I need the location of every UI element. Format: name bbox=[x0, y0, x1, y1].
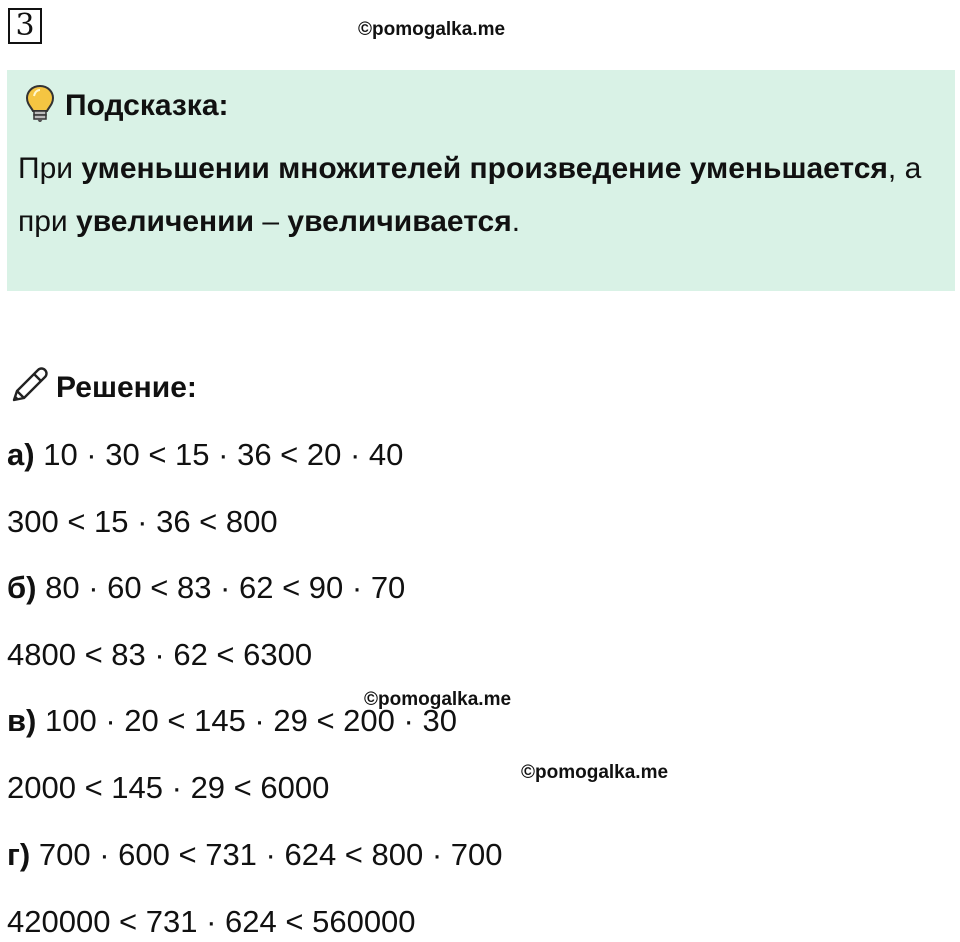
solution-line bbox=[7, 437, 403, 473]
watermark: ©pomogalka.me bbox=[364, 689, 512, 710]
hint-segment: . bbox=[511, 205, 521, 238]
expression: 420000 < 731 · 624 < 560000 bbox=[7, 904, 416, 939]
item-label: б) bbox=[7, 570, 37, 605]
lightbulb-icon bbox=[25, 84, 55, 127]
expression: 10 · 30 < 15 · 36 < 20 · 40 bbox=[43, 437, 404, 472]
expression: 2000 < 145 · 29 < 6000 bbox=[7, 770, 330, 805]
item-label: г) bbox=[7, 837, 31, 872]
expression: 700 · 600 < 731 · 624 < 800 · 700 bbox=[38, 837, 503, 872]
hint-segment: увеличивается bbox=[287, 205, 512, 238]
hint-segment: уменьшении множителей произведение уменьшается bbox=[81, 152, 888, 185]
hint-text bbox=[18, 142, 938, 248]
watermark: ©pomogalka.me bbox=[521, 762, 669, 783]
hint-segment: , а при bbox=[18, 152, 922, 238]
solution-line bbox=[7, 637, 312, 673]
expression: 80 · 60 < 83 · 62 < 90 · 70 bbox=[45, 570, 406, 605]
hint-title: Подсказка: bbox=[65, 88, 229, 122]
hint-header bbox=[25, 84, 229, 127]
watermark: ©pomogalka.me bbox=[358, 19, 506, 40]
item-label: а) bbox=[7, 437, 35, 472]
expression: 300 < 15 · 36 < 800 bbox=[7, 504, 278, 539]
solution-line bbox=[7, 770, 329, 806]
solution-line bbox=[7, 504, 278, 540]
expression: 100 · 20 < 145 · 29 < 200 · 30 bbox=[45, 703, 457, 738]
hint-segment: увеличении bbox=[76, 205, 255, 238]
item-label: в) bbox=[7, 703, 37, 738]
solution-title: Решение: bbox=[56, 370, 197, 404]
pencil-icon bbox=[8, 364, 50, 411]
solution-line bbox=[7, 570, 405, 606]
hint-segment: – bbox=[254, 205, 288, 238]
task-number: 3 bbox=[8, 8, 42, 44]
solution-line bbox=[7, 837, 503, 873]
hint-segment: При bbox=[18, 152, 82, 185]
solution-line bbox=[7, 904, 416, 940]
expression: 4800 < 83 · 62 < 6300 bbox=[7, 637, 313, 672]
hint-box bbox=[7, 70, 955, 291]
solution-header bbox=[8, 364, 197, 411]
